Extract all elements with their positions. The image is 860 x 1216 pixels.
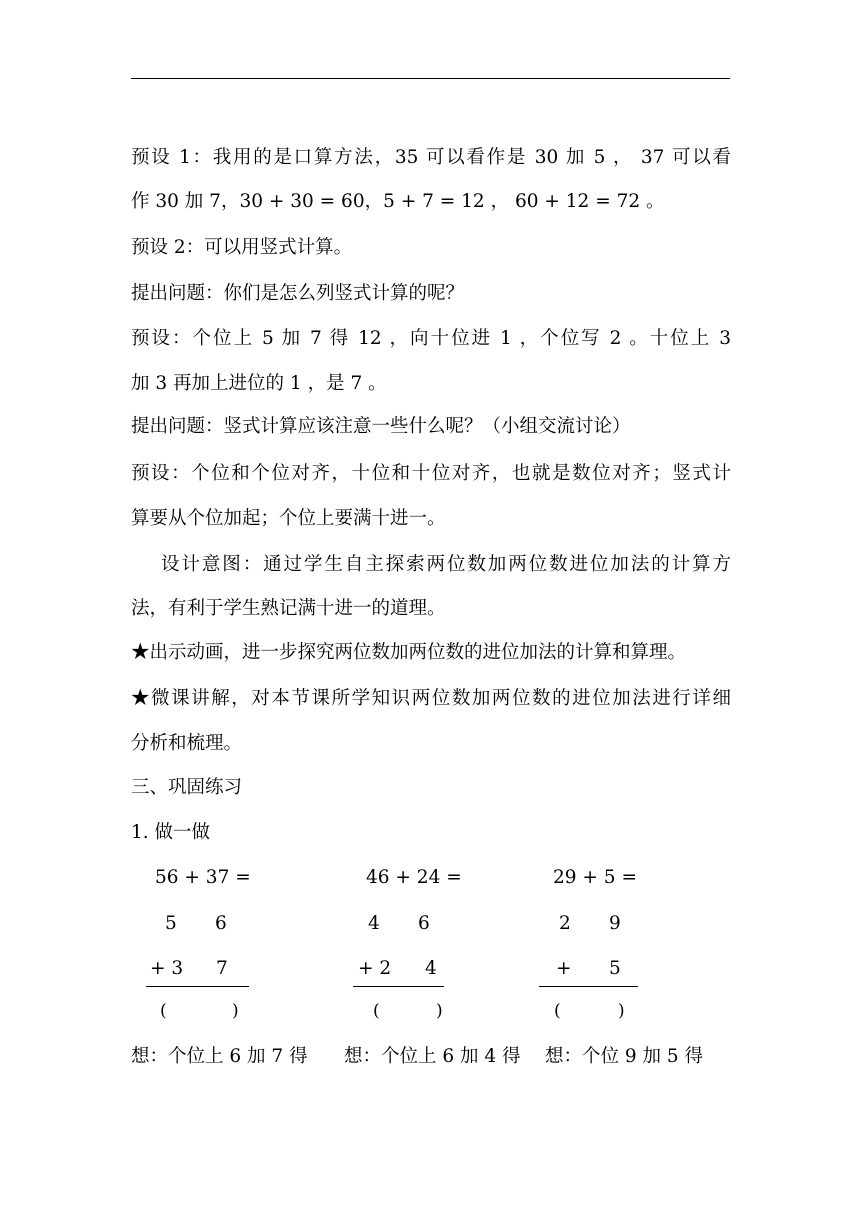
paragraph-line: 分析和梳理。	[131, 733, 243, 754]
paragraph-line: 提出问题：竖式计算应该注意一些什么呢？（小组交流讨论）	[131, 416, 631, 437]
answer-paren-open: (	[554, 1001, 561, 1021]
sum-line	[539, 986, 638, 987]
paragraph-line: 提出问题：你们是怎么列竖式计算的呢？	[131, 283, 465, 304]
problem-equation: 56 + 37 =	[155, 867, 251, 888]
answer-paren-open: (	[373, 1001, 380, 1021]
answer-paren-close: )	[232, 1001, 239, 1021]
bottom-ones-digit: 7	[216, 958, 228, 979]
exercise-heading: 1. 做一做	[131, 822, 211, 843]
sum-line	[353, 986, 444, 987]
top-tens-digit: 5	[165, 913, 177, 934]
answer-paren-open: (	[160, 1001, 167, 1021]
problem-equation: 29 + 5 =	[553, 867, 637, 888]
paragraph-line: 预设 2：可以用竖式计算。	[131, 237, 353, 258]
bottom-ones-digit: 5	[609, 958, 621, 979]
bottom-sign: +	[556, 958, 572, 979]
sum-line	[146, 986, 249, 987]
section-heading: 三、巩固练习	[131, 777, 243, 798]
star-item: ★出示动画，进一步探究两位数加两位数的进位加法的计算和算理。	[131, 642, 687, 663]
design-intent-line: 设计意图：通过学生自主探索两位数加两位数进位加法的计算方	[161, 554, 731, 575]
bottom-tens-with-sign: + 3	[150, 958, 184, 979]
bottom-tens-with-sign: + 2	[358, 958, 392, 979]
star-item: ★微课讲解，对本节课所学知识两位数加两位数的进位加法进行详细	[131, 688, 731, 709]
answer-paren-close: )	[618, 1001, 625, 1021]
design-intent-line: 法，有利于学生熟记满十进一的道理。	[131, 598, 446, 619]
top-ones-digit: 9	[609, 913, 621, 934]
bottom-ones-digit: 4	[425, 958, 437, 979]
think-prompt: 想：个位上 6 加 7 得	[131, 1046, 308, 1067]
think-prompt: 想：个位 9 加 5 得	[545, 1046, 704, 1067]
paragraph-line: 预设 1：我用的是口算方法，35 可以看作是 30 加 5 ， 37 可以看	[131, 147, 731, 168]
top-ones-digit: 6	[418, 913, 430, 934]
header-rule	[131, 78, 730, 79]
problem-equation: 46 + 24 =	[366, 867, 462, 888]
paragraph-line: 加 3 再加上进位的 1 ，是 7 。	[131, 373, 387, 394]
top-tens-digit: 4	[368, 913, 380, 934]
top-ones-digit: 6	[215, 913, 227, 934]
answer-paren-close: )	[436, 1001, 443, 1021]
think-prompt: 想：个位上 6 加 4 得	[344, 1046, 521, 1067]
paragraph-line: 算要从个位加起；个位上要满十进一。	[131, 508, 446, 529]
paragraph-line: 预设：个位上 5 加 7 得 12 ，向十位进 1 ，个位写 2 。十位上 3	[131, 328, 731, 349]
paragraph-line: 预设：个位和个位对齐，十位和十位对齐，也就是数位对齐；竖式计	[131, 463, 731, 484]
top-tens-digit: 2	[559, 913, 571, 934]
paragraph-line: 作 30 加 7，30 + 30 = 60，5 + 7 = 12 ， 60 + 12 = 72 。	[131, 191, 665, 212]
